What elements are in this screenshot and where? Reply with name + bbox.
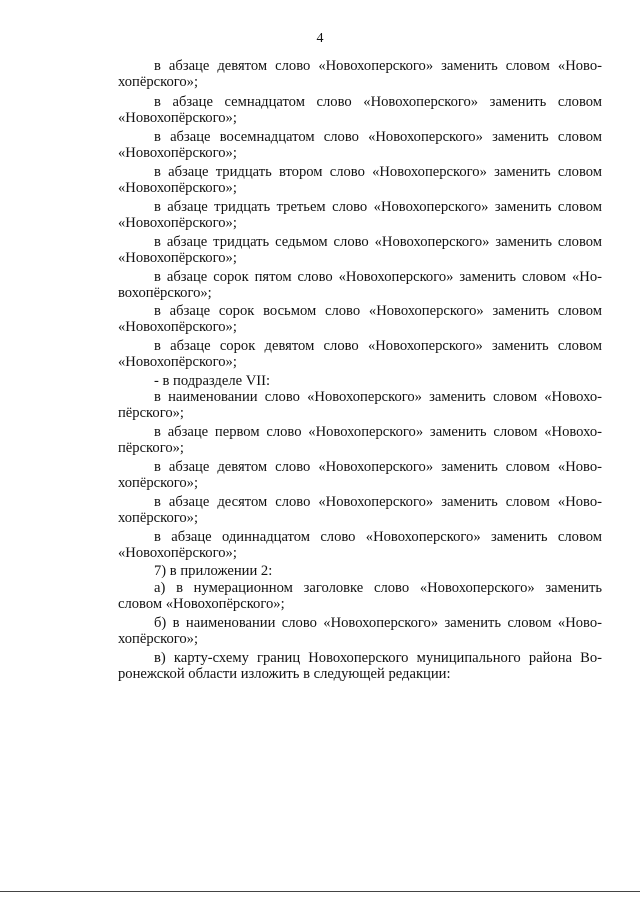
text-line: хопёрского»;: [118, 475, 199, 491]
text-line: в абзаце одиннадцатом слово «Новохоперского» заменить словом: [154, 529, 602, 545]
page-number: 4: [316, 31, 324, 46]
text-line: в абзаце тридцать седьмом слово «Новохоперского» заменить словом: [154, 234, 602, 250]
text-line: в абзаце десятом слово «Новохоперского» заменить словом «Ново-: [154, 494, 602, 510]
text-line: хопёрского»;: [118, 631, 199, 647]
text-line: в абзаце первом слово «Новохоперского» заменить словом «Новохо-: [154, 424, 602, 440]
text-line: а) в нумерационном заголовке слово «Новохоперского» заменить: [154, 580, 602, 596]
item-heading: 7) в приложении 2:: [154, 563, 273, 579]
text-line: вохопёрского»;: [118, 285, 212, 301]
text-line: ронежской области изложить в следующей редакции:: [118, 666, 451, 682]
text-line: в) карту-схему границ Новохоперского муниципального района Во-: [154, 650, 602, 666]
text-line: в абзаце сорок восьмом слово «Новохоперского» заменить словом: [154, 303, 602, 319]
text-line: «Новохопёрского»;: [118, 354, 237, 370]
text-line: в абзаце тридцать втором слово «Новохоперского» заменить словом: [154, 164, 602, 180]
text-line: хопёрского»;: [118, 74, 199, 90]
text-line: в абзаце сорок девятом слово «Новохоперского» заменить словом: [154, 338, 602, 354]
text-line: «Новохопёрского»;: [118, 215, 237, 231]
text-line: б) в наименовании слово «Новохоперского» заменить словом «Ново-: [154, 615, 602, 631]
text-line: словом «Новохопёрского»;: [118, 596, 285, 612]
text-line: пёрского»;: [118, 440, 184, 456]
text-line: «Новохопёрского»;: [118, 110, 237, 126]
text-line: пёрского»;: [118, 405, 184, 421]
text-line: «Новохопёрского»;: [118, 180, 237, 196]
text-line: в абзаце тридцать третьем слово «Новохоперского» заменить словом: [154, 199, 602, 215]
text-line: в абзаце девятом слово «Новохоперского» заменить словом «Ново-: [154, 459, 602, 475]
text-line: в абзаце семнадцатом слово «Новохоперского» заменить словом: [154, 94, 602, 110]
text-line: «Новохопёрского»;: [118, 250, 237, 266]
text-line: «Новохопёрского»;: [118, 545, 237, 561]
bottom-divider: [0, 891, 640, 892]
text-line: в абзаце восемнадцатом слово «Новохоперского» заменить словом: [154, 129, 602, 145]
text-line: «Новохопёрского»;: [118, 145, 237, 161]
text-line: «Новохопёрского»;: [118, 319, 237, 335]
text-line: в абзаце сорок пятом слово «Новохоперского» заменить словом «Но-: [154, 269, 602, 285]
text-line: в наименовании слово «Новохоперского» заменить словом «Новохо-: [154, 389, 602, 405]
subsection-heading: - в подразделе VII:: [154, 373, 271, 389]
text-line: хопёрского»;: [118, 510, 199, 526]
text-line: в абзаце девятом слово «Новохоперского» заменить словом «Ново-: [154, 58, 602, 74]
